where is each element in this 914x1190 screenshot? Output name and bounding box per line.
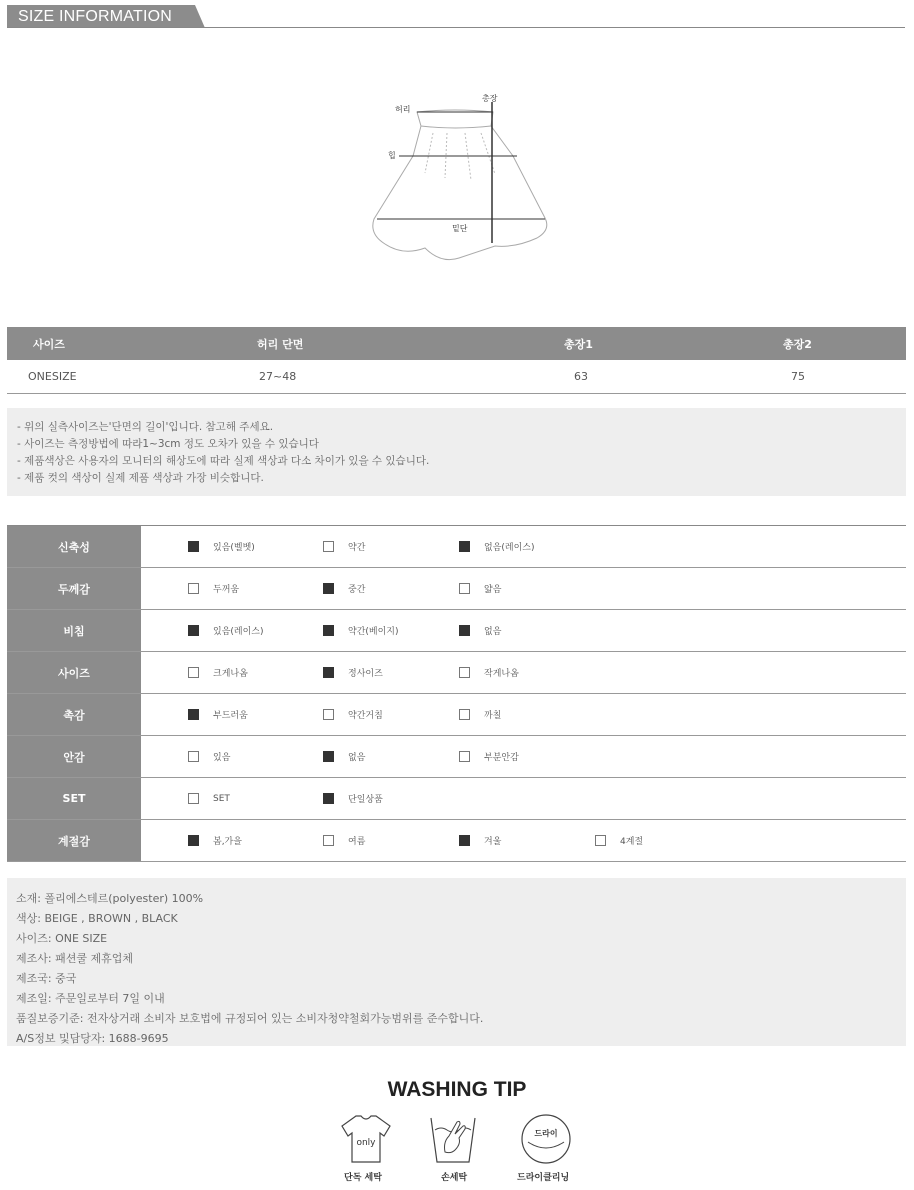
checkbox — [459, 625, 470, 636]
note-line: - 제품색상은 사용자의 모니터의 해상도에 따라 실제 색상과 다소 차이가 있을 수 있습니다. — [17, 455, 430, 467]
option-text: 없음(레이스) — [484, 543, 535, 553]
checkbox — [459, 541, 470, 552]
cell-length2: 75 — [707, 360, 906, 394]
checkbox — [323, 793, 334, 804]
notes-box — [7, 408, 906, 496]
option-text: 있음 — [213, 753, 231, 763]
label-hem: 밑단 — [452, 224, 468, 233]
washing-tip-title: WASHING TIP — [387, 1078, 527, 1101]
option-text: 있음(레이스) — [213, 627, 264, 637]
checkbox — [188, 835, 199, 846]
option-item — [323, 540, 365, 553]
size-table-header — [7, 327, 906, 360]
section-header — [7, 5, 905, 28]
option-item — [323, 666, 383, 679]
attr-row-set — [7, 778, 906, 820]
attr-label: 비침 — [7, 610, 141, 651]
attr-row-thickness — [7, 568, 906, 610]
option-text: 약간거침 — [348, 711, 383, 721]
checkbox — [459, 709, 470, 720]
option-text: 중간 — [348, 585, 366, 595]
option-text: 있음(벨벳) — [213, 543, 255, 553]
option-item — [188, 666, 248, 679]
header-divider — [7, 27, 905, 28]
info-line: 색상: BEIGE , BROWN , BLACK — [16, 912, 178, 925]
option-item — [188, 792, 230, 805]
attr-label: 두께감 — [7, 568, 141, 609]
checkbox — [188, 793, 199, 804]
checkbox — [188, 709, 199, 720]
info-line: 사이즈: ONE SIZE — [16, 932, 108, 945]
attr-label: SET — [7, 778, 141, 819]
option-item — [323, 792, 383, 805]
info-line: 소재: 폴리에스테르(polyester) 100% — [16, 892, 204, 905]
dry-clean-icon — [518, 1112, 574, 1170]
col-header-length2: 총장2 — [707, 327, 906, 360]
option-item — [459, 582, 501, 595]
label-hip: 힙 — [388, 151, 396, 160]
attr-label: 촉감 — [7, 694, 141, 735]
label-solo-wash: 단독 세탁 — [344, 1173, 382, 1183]
option-item — [459, 666, 519, 679]
option-text: SET — [213, 793, 230, 804]
checkbox — [459, 583, 470, 594]
option-text: 없음 — [484, 627, 502, 637]
checkbox — [459, 751, 470, 762]
col-header-waist: 허리 단면 — [217, 327, 487, 360]
skirt-diagram — [355, 88, 565, 268]
option-text: 크게나옴 — [213, 669, 248, 679]
option-item — [323, 624, 399, 637]
option-item — [188, 624, 264, 637]
option-item — [188, 834, 242, 847]
option-text: 단일상품 — [348, 795, 383, 805]
option-text: 4계절 — [620, 837, 644, 847]
attr-row-texture — [7, 694, 906, 736]
tshirt-only-icon — [339, 1112, 393, 1170]
note-line: - 사이즈는 측정방법에 따라1~3cm 정도 오차가 있을 수 있습니다 — [17, 438, 319, 450]
cell-length1: 63 — [487, 360, 707, 394]
option-item — [323, 582, 365, 595]
option-text: 없음 — [348, 753, 366, 763]
checkbox — [323, 541, 334, 552]
attr-row-sheerness — [7, 610, 906, 652]
label-waist: 허리 — [395, 105, 411, 114]
option-text: 작게나옴 — [484, 669, 519, 679]
checkbox — [188, 625, 199, 636]
checkbox — [323, 667, 334, 678]
hand-wash-icon — [427, 1112, 479, 1170]
option-text: 부분안감 — [484, 753, 519, 763]
col-header-size: 사이즈 — [7, 327, 217, 360]
table-row — [7, 360, 906, 394]
option-item — [188, 750, 230, 763]
skirt-illustration — [355, 88, 565, 268]
checkbox — [459, 667, 470, 678]
option-text: 여름 — [348, 837, 366, 847]
option-item — [459, 834, 501, 847]
checkbox — [323, 835, 334, 846]
option-text: 부드러움 — [213, 711, 248, 721]
option-text: 얇음 — [484, 585, 502, 595]
attr-row-season — [7, 820, 906, 862]
checkbox — [459, 835, 470, 846]
info-line: 제조국: 중국 — [16, 972, 77, 985]
cell-size: ONESIZE — [7, 360, 217, 394]
option-text: 까칠 — [484, 711, 502, 721]
product-info-box — [7, 878, 906, 1046]
option-text: 두꺼움 — [213, 585, 240, 595]
option-text: 봄,가을 — [213, 837, 242, 847]
option-text: 정사이즈 — [348, 669, 383, 679]
note-line: - 위의 실측사이즈는'단면의 길이'입니다. 참고해 주세요. — [17, 421, 274, 433]
attr-row-size — [7, 652, 906, 694]
attr-label: 계절감 — [7, 820, 141, 861]
checkbox — [188, 583, 199, 594]
label-dry-clean: 드라이클리닝 — [517, 1173, 570, 1183]
col-header-length1: 총장1 — [487, 327, 707, 360]
cell-waist: 27~48 — [217, 360, 487, 394]
attr-label: 신축성 — [7, 526, 141, 567]
option-item — [188, 708, 248, 721]
option-item — [459, 540, 535, 553]
attr-row-stretch — [7, 526, 906, 568]
option-item — [459, 708, 501, 721]
label-length: 총장 — [482, 94, 498, 103]
option-item — [323, 834, 365, 847]
attr-label: 안감 — [7, 736, 141, 777]
info-line: A/S정보 및담당자: 1688-9695 — [16, 1032, 169, 1045]
option-item — [459, 750, 519, 763]
checkbox — [188, 541, 199, 552]
option-item — [459, 624, 501, 637]
option-item — [188, 540, 255, 553]
attributes-table — [7, 525, 906, 862]
checkbox — [595, 835, 606, 846]
checkbox — [188, 667, 199, 678]
option-item — [595, 834, 643, 847]
info-line: 제조사: 패션쿨 제휴업체 — [16, 952, 133, 965]
option-text: 약간 — [348, 543, 366, 553]
option-text: 약간(베이지) — [348, 627, 399, 637]
label-hand-wash: 손세탁 — [441, 1173, 468, 1183]
info-line: 제조일: 주문일로부터 7일 이내 — [16, 992, 165, 1005]
checkbox — [188, 751, 199, 762]
info-line: 품질보증기준: 전자상거래 소비자 보호법에 규정되어 있는 소비자청약철회가능범위를 준수합니다. — [16, 1012, 484, 1025]
checkbox — [323, 583, 334, 594]
note-line: - 제품 컷의 색상이 실제 제품 색상과 가장 비슷합니다. — [17, 472, 264, 484]
checkbox — [323, 625, 334, 636]
size-table — [7, 327, 906, 394]
attr-row-lining — [7, 736, 906, 778]
option-text: 겨울 — [484, 837, 502, 847]
checkbox — [323, 751, 334, 762]
attr-label: 사이즈 — [7, 652, 141, 693]
option-item — [323, 708, 383, 721]
checkbox — [323, 709, 334, 720]
option-item — [323, 750, 365, 763]
section-title: SIZE INFORMATION — [18, 8, 173, 25]
option-item — [188, 582, 239, 595]
only-text: only — [356, 1138, 376, 1148]
dry-text: 드라이 — [534, 1129, 558, 1138]
